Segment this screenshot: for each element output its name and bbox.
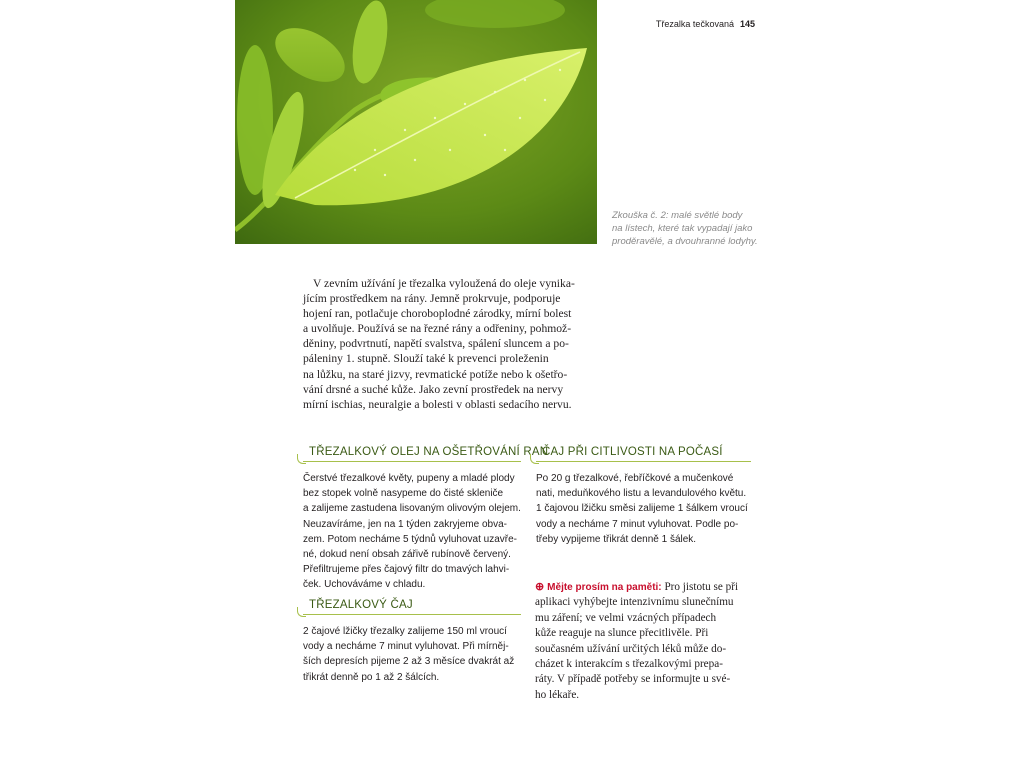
section-heading-weather xyxy=(536,446,723,458)
section-title: TŘEZALKOVÝ ČAJ xyxy=(309,599,413,611)
running-header xyxy=(645,19,755,29)
intro-line: na lůžku, na staré jizvy, revmatické potíže nebo k ošetřo- xyxy=(303,367,568,381)
intro-line: jícím prostředkem na rány. Jemně prokrvuje, podporuje xyxy=(303,292,561,306)
plus-circle-icon: ⊕ xyxy=(535,581,545,593)
section-body-oil xyxy=(303,471,523,593)
body-line: ček. Uchováváme v chladu. xyxy=(303,579,426,591)
section-body-tea xyxy=(303,624,523,685)
intro-line: páleniny 1. stupně. Slouží také k prevenci proleženin xyxy=(303,352,549,366)
body-line: Čerstvé třezalkové květy, pupeny a mladé plody xyxy=(303,473,515,484)
body-line: třikrát denně po 1 až 2 šálcích. xyxy=(303,671,440,683)
heading-rule xyxy=(303,614,521,615)
heading-rule xyxy=(536,461,751,462)
note-line: ho lékaře. xyxy=(535,688,580,701)
body-line: bez stopek volně nasypeme do čisté skleniče xyxy=(303,488,504,500)
body-line: 1 čajovou lžičku směsi zalijeme 1 šálkem vroucí xyxy=(536,503,748,515)
body-line: vody a necháme 7 minut vyluhovat. Při mírněj- xyxy=(303,641,509,653)
running-title: Třezalka tečkovaná xyxy=(655,19,734,29)
body-line: Přefiltrujeme přes čajový filtr do tmavých lahvi- xyxy=(303,564,510,576)
section-title: TŘEZALKOVÝ OLEJ NA OŠETŘOVÁNÍ RAN xyxy=(309,446,549,458)
heading-rule xyxy=(303,461,521,462)
body-line: třeby vypijeme třikrát denně 1 šálek. xyxy=(536,533,697,545)
body-line: vody a necháme 7 minut vyluhovat. Podle po- xyxy=(536,518,739,530)
body-line: zem. Potom necháme 5 týdnů vyluhovat uzavře- xyxy=(303,533,517,545)
note-text: Pro jistotu se při xyxy=(661,581,739,593)
note-line: aplikaci vyhýbejte intenzivnímu slunečnímu xyxy=(535,596,734,609)
intro-paragraph xyxy=(303,276,603,412)
section-title: ČAJ PŘI CITLIVOSTI NA POČASÍ xyxy=(542,446,723,458)
leaf-photo xyxy=(235,0,597,244)
intro-line: mírní ischias, neuralgie a bolesti v oblasti sedacího nervu. xyxy=(303,397,572,411)
intro-line: děniny, podvrtnutí, napětí svalstva, spálení sluncem a po- xyxy=(303,337,569,351)
caption-line: na lístech, které tak vypadají jako xyxy=(612,223,753,234)
body-line: nati, meduňkového listu a levandulového květu. xyxy=(536,488,747,500)
caution-note xyxy=(535,580,765,703)
intro-line: vání drsné a suché kůže. Jako zevní prostředek na nervy xyxy=(303,382,564,396)
caption-line: Zkouška č. 2: malé světlé body xyxy=(612,210,743,221)
note-line: mu záření; ve velmi vzácných případech xyxy=(535,611,717,624)
section-body-weather xyxy=(536,471,761,547)
body-line: Neuzavíráme, jen na 1 týden zakryjeme obva- xyxy=(303,518,507,530)
body-line: né, dokud není obsah zářivě rubínově červený. xyxy=(303,549,511,561)
page-number: 145 xyxy=(739,19,755,29)
intro-line: V zevním užívání je třezalka vyloužená do oleje vynika- xyxy=(313,277,575,290)
note-line: ráty. V případě potřeby se informujte u své- xyxy=(535,673,731,686)
note-lead: Mějte prosím na paměti: xyxy=(547,582,662,593)
body-line: 2 čajové lžičky třezalky zalijeme 150 ml vroucí xyxy=(303,626,507,637)
note-first-line xyxy=(535,580,765,595)
body-line: ších depresích pijeme 2 až 3 měsíce dvakrát až xyxy=(303,656,515,668)
intro-line: hojení ran, potlačuje choroboplodné zárodky, mírní bolest xyxy=(303,307,572,321)
caption-line: proděravělé, a dvouhranné lodyhy. xyxy=(612,236,758,247)
note-line: současném užívání určitých léků může do- xyxy=(535,642,727,655)
photo-caption xyxy=(612,209,762,248)
section-heading-oil xyxy=(303,446,548,458)
section-heading-tea xyxy=(303,599,413,611)
body-line: a zalijeme zastudena lisovaným olivovým olejem. xyxy=(303,503,521,515)
note-line: kůže reaguje na slunce přecitlivěle. Při xyxy=(535,627,709,640)
intro-line: a uvolňuje. Používá se na řezné rány a odřeniny, pohmož- xyxy=(303,322,572,336)
note-line: cházet k interakcím s třezalkovými prepa- xyxy=(535,658,723,671)
body-line: Po 20 g třezalkové, řebříčkové a mučenkové xyxy=(536,473,734,484)
